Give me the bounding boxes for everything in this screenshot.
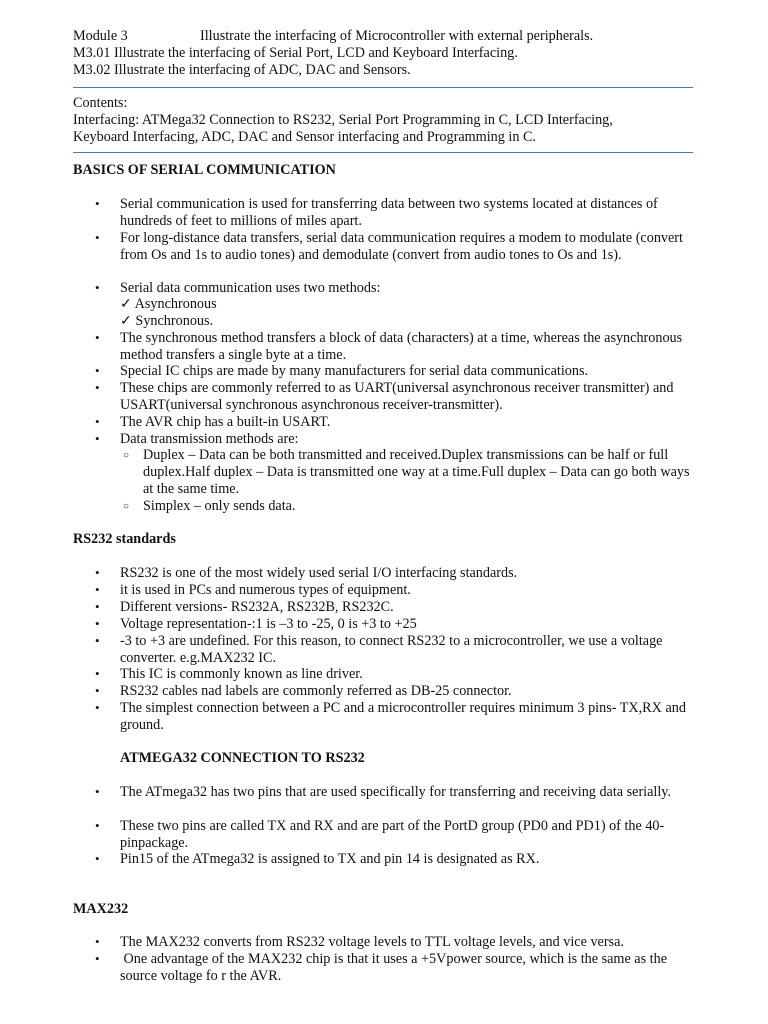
bullet: • — [95, 784, 100, 799]
list-item: it is used in PCs and numerous types of equipment. — [120, 582, 411, 598]
bullet: • — [95, 818, 100, 833]
list-item: RS232 cables nad labels are commonly referred as DB-25 connector. — [120, 683, 512, 699]
contents-label: Contents: — [73, 95, 128, 111]
list-item: Data transmission methods are: — [120, 431, 299, 447]
bullet: • — [95, 380, 100, 395]
checklist-item-synchronous: ✓ Synchronous. — [120, 313, 214, 329]
list-item: These two pins are called TX and RX and are part of the PortD group (PD0 and PD1) of the 40-pinpackage. — [120, 818, 665, 851]
sub-list-item: Duplex – Data can be both transmitted and received.Duplex transmissions can be half or full duplex.Half duplex – Data is transmitted one way at a time.Full duplex – Data can go both ways at the same time. — [143, 447, 690, 497]
bullet: • — [95, 280, 100, 295]
list-item: These chips are commonly referred to as UART(universal asynchronous receiver transmitter) and USART(universal synchronous asynchronous receiver-transmitter). — [120, 380, 674, 413]
sub-bullet: ○ — [123, 450, 130, 461]
header-divider — [73, 87, 693, 88]
sub-bullet: ○ — [123, 501, 130, 512]
section-title-rs232: RS232 standards — [73, 531, 176, 547]
list-item: -3 to +3 are undefined. For this reason, to connect RS232 to a microcontroller, we use a voltage converter. e.g.MAX232 IC. — [120, 633, 663, 666]
list-item: Special IC chips are made by many manufacturers for serial data communications. — [120, 363, 589, 379]
contents-line-1: Interfacing: ATMega32 Connection to RS232, Serial Port Programming in C, LCD Interfacing, — [73, 112, 613, 128]
bullet: • — [95, 565, 100, 580]
bullet: • — [95, 582, 100, 597]
bullet: • — [95, 934, 100, 949]
list-item: For long-distance data transfers, serial data communication requires a modem to modulate (convert from Os and 1s to audio tones) and demodulate (convert from audio tones to Os and 1s). — [120, 230, 683, 263]
checklist-item-asynchronous: ✓ Asynchronous — [120, 296, 217, 312]
list-item: The synchronous method transfers a block of data (characters) at a time, whereas the asynchronous method transfers a single byte at a time. — [120, 330, 683, 363]
contents-divider — [73, 152, 693, 153]
bullet: • — [95, 633, 100, 648]
bullet: • — [95, 196, 100, 211]
bullet: • — [95, 431, 100, 446]
list-item: Voltage representation-:1 is –3 to -25, 0 is +3 to +25 — [120, 616, 417, 632]
section-title-serial-basics: BASICS OF SERIAL COMMUNICATION — [73, 162, 336, 178]
sub-list-item: Simplex – only sends data. — [143, 498, 296, 514]
bullet: • — [95, 851, 100, 866]
list-item: The ATmega32 has two pins that are used specifically for transferring and receiving data serially. — [120, 784, 672, 800]
bullet: • — [95, 616, 100, 631]
module-objective-1: M3.01 Illustrate the interfacing of Serial Port, LCD and Keyboard Interfacing. — [73, 45, 518, 61]
list-item: Serial data communication uses two methods: — [120, 280, 381, 296]
list-item: One advantage of the MAX232 chip is that it uses a +5Vpower source, which is the same as the source voltage fo r the AVR. — [120, 951, 671, 984]
bullet: • — [95, 330, 100, 345]
bullet: • — [95, 414, 100, 429]
module-number: Module 3 — [73, 28, 128, 44]
list-item: Different versions- RS232A, RS232B, RS232C. — [120, 599, 394, 615]
list-item: This IC is commonly known as line driver. — [120, 666, 363, 682]
list-item: RS232 is one of the most widely used serial I/O interfacing standards. — [120, 565, 518, 581]
section-title-atmega32-rs232: ATMEGA32 CONNECTION TO RS232 — [120, 750, 365, 766]
list-item: The AVR chip has a built-in USART. — [120, 414, 331, 430]
bullet: • — [95, 700, 100, 715]
list-item: The MAX232 converts from RS232 voltage levels to TTL voltage levels, and vice versa. — [120, 934, 624, 950]
list-item: The simplest connection between a PC and a microcontroller requires minimum 3 pins- TX,RX and ground. — [120, 700, 686, 733]
bullet: • — [95, 951, 100, 966]
bullet: • — [95, 599, 100, 614]
module-title: Illustrate the interfacing of Microcontroller with external peripherals. — [200, 28, 594, 44]
bullet: • — [95, 363, 100, 378]
bullet: • — [95, 683, 100, 698]
module-objective-2: M3.02 Illustrate the interfacing of ADC, DAC and Sensors. — [73, 62, 411, 78]
list-item: Serial communication is used for transferring data between two systems located at distances of hundreds of feet to millions of miles apart. — [120, 196, 658, 229]
list-item: Pin15 of the ATmega32 is assigned to TX and pin 14 is designated as RX. — [120, 851, 540, 867]
bullet: • — [95, 666, 100, 681]
bullet: • — [95, 230, 100, 245]
section-title-max232: MAX232 — [73, 901, 129, 917]
contents-line-2: Keyboard Interfacing, ADC, DAC and Sensor interfacing and Programming in C. — [73, 129, 536, 145]
